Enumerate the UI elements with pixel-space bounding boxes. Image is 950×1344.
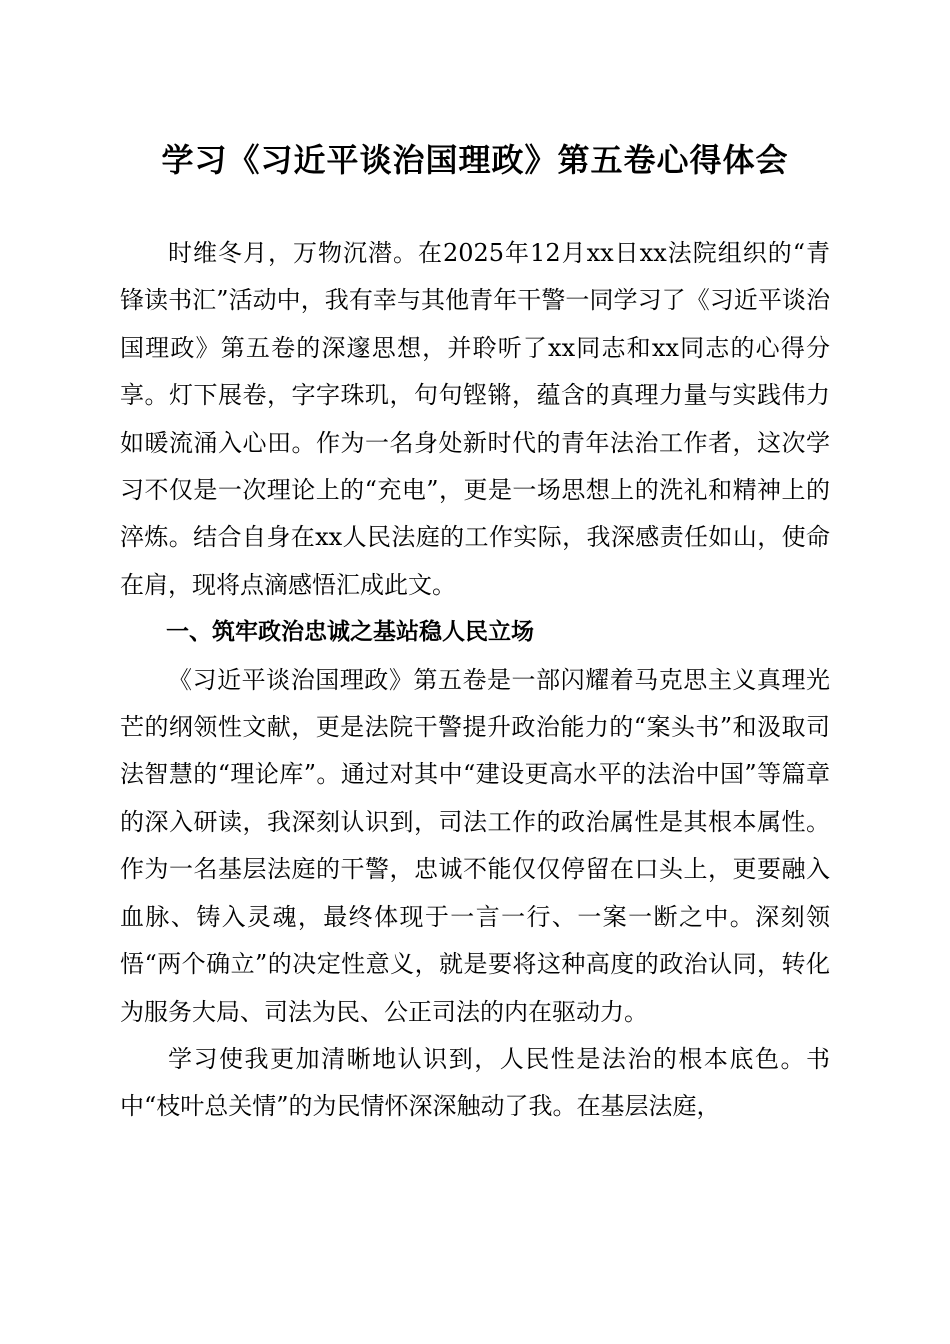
section-heading-1: 一、筑牢政治忠诚之基站稳人民立场 [166,619,534,646]
document-title: 学习《习近平谈治国理政》第五卷心得体会 [161,141,789,179]
intro-paragraph: 时维冬月，万物沉潜。在2025年12月xx日xx法院组织的“青锋读书汇”活动中，我有幸与其他青年干警一同学习了《习近平谈治国理政》第五卷的深邃思想，并聆听了xx同志和xx同志的心得分享。灯下展卷，字字珠玑，句句铿锵，蕴含的真理力量与实践伟力如暖流涌入心田。作为一名身处新时代的青年法治工作者，这次学习不仅是一次理论上的“充电”，更是一场思想上的洗礼和精神上的淬炼。结合自身在xx人民法庭的工作实际，我深感责任如山，使命在肩，现将点滴感悟汇成此文。 [120,239,830,599]
section-1-paragraph-2: 学习使我更加清晰地认识到，人民性是法治的根本底色。书中“枝叶总关情”的为民情怀深深触动了我。在基层法庭， [120,1044,830,1121]
section-1-paragraph-1: 《习近平谈治国理政》第五卷是一部闪耀着马克思主义真理光芒的纲领性文献，更是法院干警提升政治能力的“案头书”和汲取司法智慧的“理论库”。通过对其中“建设更高水平的法治中国”等篇章的深入研读，我深刻认识到，司法工作的政治属性是其根本属性。作为一名基层法庭的干警，忠诚不能仅仅停留在口头上，更要融入血脉、铸入灵魂，最终体现于一言一行、一案一断之中。深刻领悟“两个确立”的决定性意义，就是要将这种高度的政治认同，转化为服务大局、司法为民、公正司法的内在驱动力。 [120,665,830,1026]
document-body [120,230,830,1131]
